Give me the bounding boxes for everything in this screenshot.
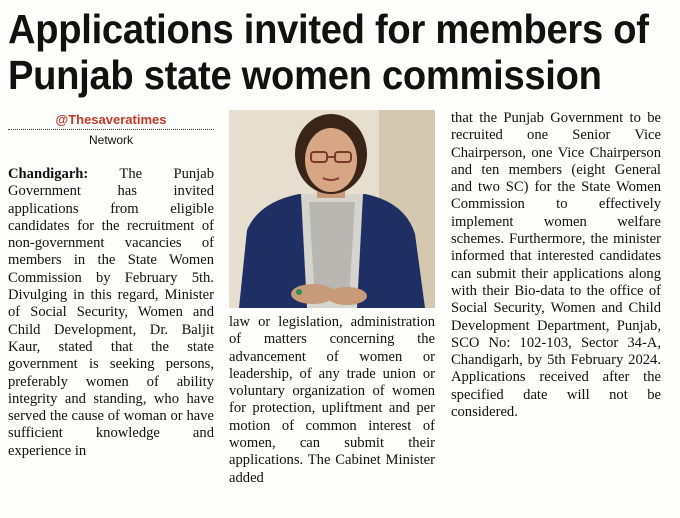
portrait-illustration — [229, 110, 435, 308]
headline-line-1: Applications invited for members of — [8, 6, 649, 52]
article-column-2 — [229, 314, 435, 487]
column-3-text: that the Punjab Government to be recruited one Senior Vice Chairperson, one Vice Chairperson and ten members (eight General and two SC) for the State Women Commission to effectively implement women welfare schemes. Furthermore, the minister informed that interested candidates can submit their applications along with their Bio-data to the office of Social Security, Women and Child Development Department, Punjab, SCO No: 102-103, Sector 34-A, Chandigarh, by 5th February 2024. Applications received after the specified date will not be considered. — [451, 110, 661, 421]
source-handle: @Thesaveratimes — [8, 112, 214, 130]
column-1-text: The Punjab Government has invited applications from eligible candidates for the recruitment of non-government vacancies of members in the State Women Commission by February 5th. Divulging in this regard, Minister of Social Security, Women and Child Development, Dr. Baljit Kaur, stated that the state government is seeking persons, preferably women of ability integrity and standing, who have served the cause of woman or have sufficient knowledge and experience in — [8, 166, 214, 459]
woman-portrait-photo — [229, 110, 435, 308]
dateline: Chandigarh: — [8, 166, 89, 182]
article-column-1 — [8, 166, 214, 460]
headline — [8, 6, 649, 98]
column-2-text: law or legislation, administration of matters concerning the advancement of women or leadership, of any trade union or voluntary organization of women for protection, upliftment and per motion of common interest of women, can submit their applications. The Cabinet Minister added — [229, 314, 435, 486]
byline — [8, 112, 214, 147]
article-column-3 — [451, 110, 661, 421]
headline-line-2: Punjab state women commission — [8, 52, 602, 98]
section-label: Network — [88, 133, 133, 147]
